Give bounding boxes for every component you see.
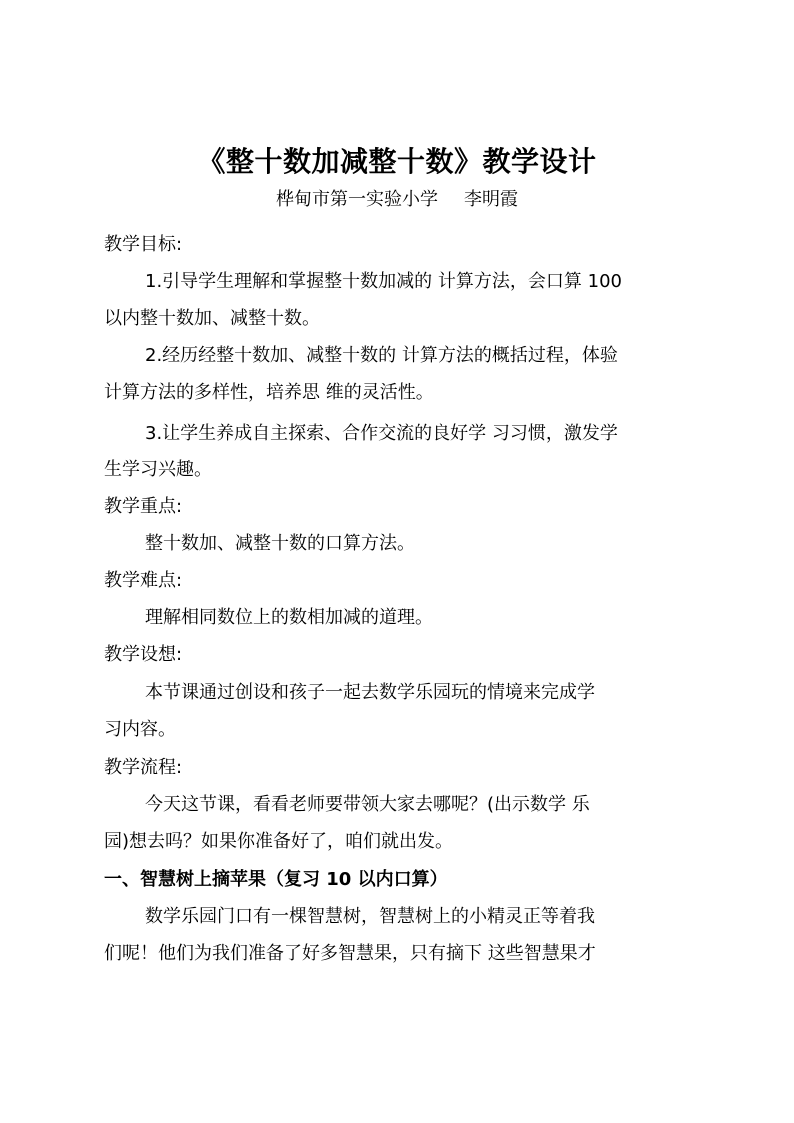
part-1-heading: 一、智慧树上摘苹果（复习 10 以内口算）	[104, 869, 448, 890]
author-name: 李明霞	[464, 189, 518, 210]
goal-1-line-1: 1.引导学生理解和掌握整十数加减的 计算方法，会口算 100	[145, 271, 622, 292]
key-point-label: 教学重点:	[104, 496, 183, 517]
difficulty-label: 教学难点:	[104, 570, 183, 591]
part-1-line-1: 数学乐园门口有一棵智慧树，智慧树上的小精灵正等着我	[145, 906, 595, 927]
goal-3-line-2: 生学习兴趣。	[104, 459, 212, 480]
part-1-line-2: 们呢！他们为我们准备了好多智慧果，只有摘下 这些智慧果才	[104, 943, 596, 964]
goal-1-line-2: 以内整十数加、减整十数。	[104, 308, 320, 329]
idea-line-2: 习内容。	[104, 719, 176, 740]
goal-2-line-2: 计算方法的多样性，培养思 维的灵活性。	[104, 382, 434, 403]
process-label: 教学流程:	[104, 757, 183, 778]
difficulty-text: 理解相同数位上的数相加减的道理。	[145, 607, 433, 628]
goals-label: 教学目标:	[104, 234, 183, 255]
idea-label: 教学设想:	[104, 644, 183, 665]
goal-2-line-1: 2.经历经整十数加、减整十数的 计算方法的概括过程，体验	[145, 345, 618, 366]
process-line-1: 今天这节课，看看老师要带领大家去哪呢？(出示数学 乐	[145, 794, 590, 815]
page-title: 《整十数加减整十数》教学设计	[197, 145, 597, 178]
author-line	[0, 186, 794, 214]
author-school: 桦甸市第一实验小学	[276, 189, 438, 210]
process-line-2: 园)想去吗？如果你准备好了，咱们就出发。	[104, 831, 454, 852]
goal-3-line-1: 3.让学生养成自主探索、合作交流的良好学 习习惯，激发学	[145, 423, 618, 444]
key-point-text: 整十数加、减整十数的口算方法。	[145, 533, 415, 554]
idea-line-1: 本节课通过创设和孩子一起去数学乐园玩的情境来完成学	[145, 682, 595, 703]
